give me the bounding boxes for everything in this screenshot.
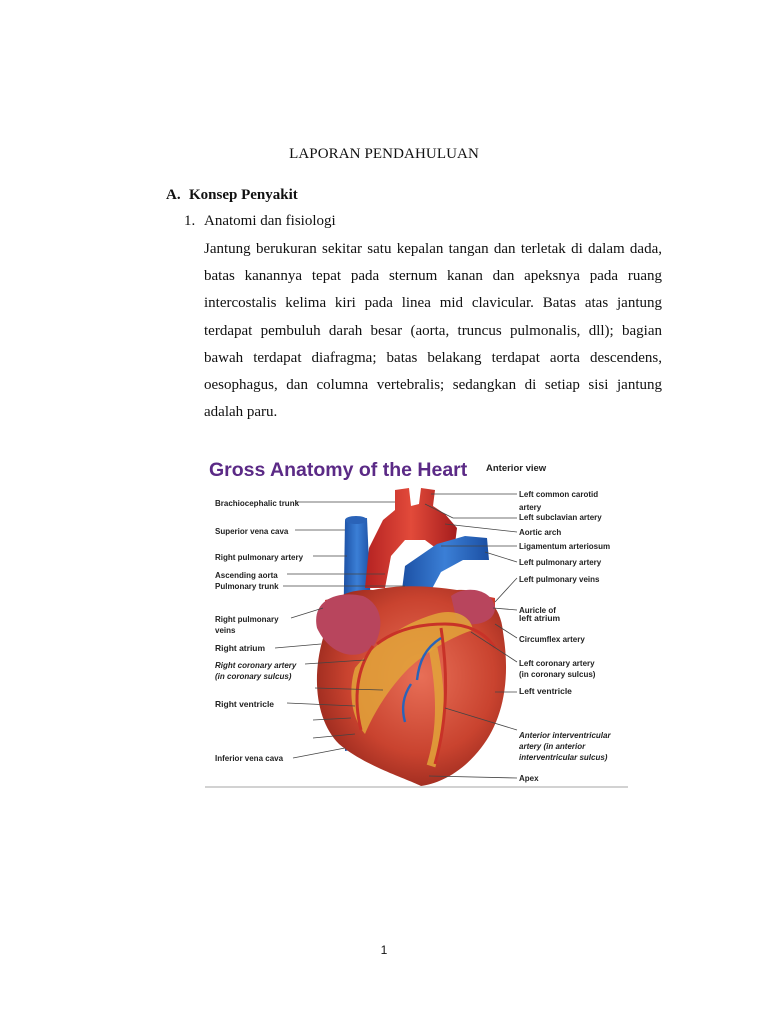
label-right-pulmonary-veins-2: veins bbox=[215, 626, 236, 635]
label-anterior-interventricular-3: interventricular sulcus) bbox=[519, 753, 608, 762]
paragraph-line: Jantung berukuran sekitar satu kepalan tangan dan terletak di dalam dada, bbox=[204, 241, 662, 257]
label-auricle-2: left atrium bbox=[519, 613, 561, 623]
figure-title: Gross Anatomy of the Heart bbox=[209, 459, 468, 481]
label-circumflex-artery: Circumflex artery bbox=[519, 635, 585, 644]
paragraph-line: adalah paru. bbox=[204, 404, 278, 421]
label-right-coronary-artery-1: Right coronary artery bbox=[215, 661, 297, 670]
label-left-pulmonary-artery: Left pulmonary artery bbox=[519, 558, 602, 567]
label-auricle-1: Auricle of bbox=[519, 606, 556, 615]
label-superior-vena-cava: Superior vena cava bbox=[215, 527, 289, 536]
section-letter: A. bbox=[166, 187, 181, 203]
label-aortic-arch: Aortic arch bbox=[519, 528, 562, 537]
left-labels bbox=[215, 499, 304, 763]
label-right-coronary-artery-2: (in coronary sulcus) bbox=[215, 672, 292, 681]
paragraph-line: terdapat pembuluh darah besar (aorta, truncus pulmonalis, dll); bagian bbox=[204, 322, 662, 339]
label-right-pulmonary-artery: Right pulmonary artery bbox=[215, 553, 304, 562]
label-right-atrium: Right atrium bbox=[215, 643, 266, 653]
heart-anatomy-figure bbox=[205, 448, 628, 790]
label-left-common-carotid-1: Left common carotid bbox=[519, 490, 599, 499]
paragraph-line: batas kanannya tepat pada sternum kanan dan apeksnya pada ruang bbox=[204, 268, 662, 285]
label-left-pulmonary-veins: Left pulmonary veins bbox=[519, 575, 600, 584]
label-left-ventricle: Left ventricle bbox=[519, 686, 572, 696]
label-right-ventricle: Right ventricle bbox=[215, 699, 275, 709]
subsection-number: 1. bbox=[184, 213, 196, 229]
label-left-subclavian-artery: Left subclavian artery bbox=[519, 513, 602, 522]
body-paragraph bbox=[204, 236, 662, 426]
page-number: 1 bbox=[380, 943, 388, 957]
paragraph-line: oesophagus, dan columna vertebralis; sedangkan di setiap sisi jantung bbox=[204, 376, 662, 393]
section-heading bbox=[166, 187, 298, 204]
paragraph-line: intercostalis kelima kiri pada linea mid clavicular. Batas atas jantung bbox=[204, 295, 662, 312]
label-inferior-vena-cava: Inferior vena cava bbox=[215, 754, 284, 763]
label-brachiocephalic-trunk: Brachiocephalic trunk bbox=[215, 499, 300, 508]
subsection-heading bbox=[184, 213, 336, 230]
figure-view-label: Anterior view bbox=[486, 463, 547, 474]
label-pulmonary-trunk: Pulmonary trunk bbox=[215, 582, 279, 591]
label-anterior-interventricular-2: artery (in anterior bbox=[519, 742, 586, 751]
label-left-common-carotid-2: artery bbox=[519, 503, 542, 512]
label-left-coronary-artery-2: (in coronary sulcus) bbox=[519, 670, 596, 679]
heart-illustration bbox=[205, 448, 628, 790]
label-ascending-aorta: Ascending aorta bbox=[215, 571, 278, 580]
label-left-coronary-artery-1: Left coronary artery bbox=[519, 659, 595, 668]
paragraph-line: bawah terdapat diafragma; batas belakang terdapat aorta descendens, bbox=[204, 349, 662, 366]
label-apex: Apex bbox=[519, 774, 539, 783]
document-title: LAPORAN PENDAHULUAN bbox=[289, 146, 479, 162]
subsection-title: Anatomi dan fisiologi bbox=[204, 213, 336, 229]
label-anterior-interventricular-1: Anterior interventricular bbox=[519, 731, 611, 740]
section-title: Konsep Penyakit bbox=[189, 187, 298, 203]
label-right-pulmonary-veins-1: Right pulmonary bbox=[215, 615, 279, 624]
vena-cava-opening bbox=[345, 516, 367, 524]
right-labels bbox=[518, 490, 611, 783]
label-ligamentum-arteriosum: Ligamentum arteriosum bbox=[519, 542, 611, 551]
